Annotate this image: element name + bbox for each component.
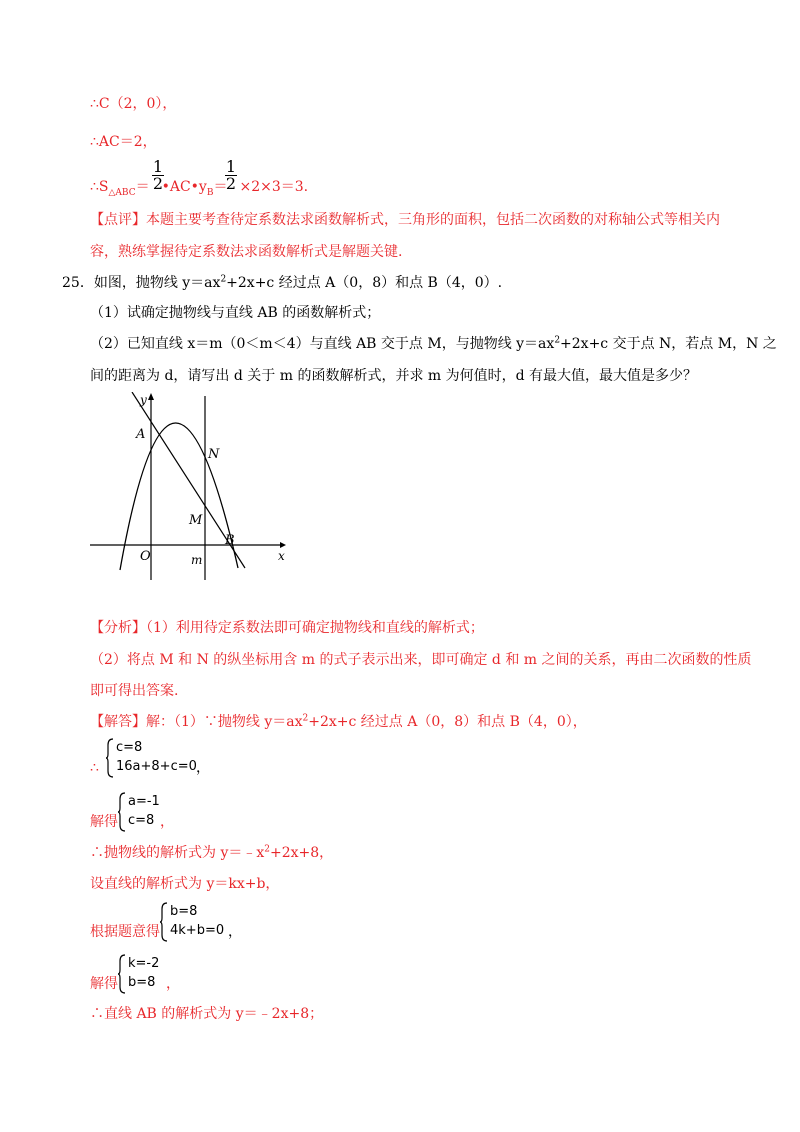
y-axis-arrow [148, 393, 154, 400]
question-25-title: 25．如图，抛物线 $y=ax^2+2x+c$ 经过点 A（0，8）和点 B（4，0）. [62, 274, 503, 291]
system4-brace [118, 954, 198, 994]
system3-lead: 根据题意得 [90, 924, 160, 940]
label-point-m: M [189, 513, 203, 528]
answer-line-1: 【解答】解：（1）∵抛物线 $y=ax^2+2x+c$ 经过点 A（0，8）和点 B（4，0）， [90, 713, 587, 730]
fraction-half-1: 1 2 [152, 157, 164, 193]
answer-parabola-result: ∴抛物线的解析式为 $y=﹣x^2+2x+8$， [90, 844, 334, 861]
comment-line-1: 【点评】本题主要考查待定系数法求函数解析式，三角形的面积，包括二次函数的对称轴公式等相关内 [90, 212, 720, 228]
system2-tail: ， [160, 814, 174, 830]
analysis-line-3: 即可得出答案. [90, 683, 179, 699]
parabola-figure [90, 392, 290, 582]
system4-tail: ， [166, 976, 180, 992]
system1-tail: ， [196, 760, 210, 776]
label-point-b: B [225, 533, 235, 548]
system1-lead: ∴ [90, 760, 99, 776]
system2-row2: c=8 [128, 813, 155, 828]
analysis-line-1: 【分析】（1）利用待定系数法即可确定抛物线和直线的解析式； [90, 620, 484, 636]
system1-row2: 16a+8+c=0 [116, 759, 197, 774]
answer-set-line: 设直线的解析式为 y＝kx+b， [90, 876, 280, 892]
system4-row1: k=-2 [128, 956, 160, 971]
label-origin: O [140, 549, 151, 564]
system2-lead: 解得 [90, 814, 118, 830]
answer-line-ab-result: ∴直线 AB 的解析式为 y＝﹣2x+8； [90, 1006, 324, 1022]
system4-lead: 解得 [90, 976, 118, 992]
analysis-line-2: （2）将点 M 和 N 的纵坐标用含 m 的式子表示出来，即可确定 d 和 m 之间的关系，再由二次函数的性质 [90, 652, 752, 668]
label-x: x [278, 549, 285, 563]
parabola-curve [120, 423, 238, 570]
question-25-part2-line2: 间的距离为 d，请写出 d 关于 m 的函数解析式，并求 m 为何值时，d 有最大值，最大值是多少？ [90, 368, 698, 384]
question-25-part2-line1: （2）已知直线 x＝m（0＜m＜4）与直线 AB 交于点 M，与抛物线 $y=ax^2+2x+c$ 交于点 N，若点 M，N 之 [90, 335, 777, 352]
system2-brace [118, 792, 198, 832]
system3-row1: b=8 [170, 904, 198, 919]
question-25-part1: （1）试确定抛物线与直线 AB 的函数解析式； [90, 305, 381, 321]
system3-row2: 4k+b=0 [170, 923, 225, 938]
system4-row2: b=8 [128, 975, 156, 990]
label-point-n: N [208, 447, 220, 462]
system1-row1: c=8 [116, 740, 143, 755]
label-point-a: A [136, 427, 146, 442]
parabola-graph-svg [90, 392, 290, 582]
x-axis-arrow [280, 542, 286, 548]
fraction-half-2: 1 2 [225, 157, 237, 193]
line-c-point: ∴C（2，0）， [90, 96, 177, 112]
system1-brace [106, 738, 246, 778]
comment-line-2: 容，熟练掌握待定系数法求函数解析式是解题关键. [90, 244, 403, 260]
label-y: y [140, 393, 147, 407]
label-m: m [191, 553, 203, 567]
system3-tail: ， [228, 924, 242, 940]
line-area-formula: $\therefore S_{\triangle ABC}=$ $•AC•y_B= \times 2\times 3=3$. [90, 179, 309, 198]
system2-row1: a=-1 [128, 794, 160, 809]
line-ac-length: ∴AC＝2， [90, 134, 157, 150]
